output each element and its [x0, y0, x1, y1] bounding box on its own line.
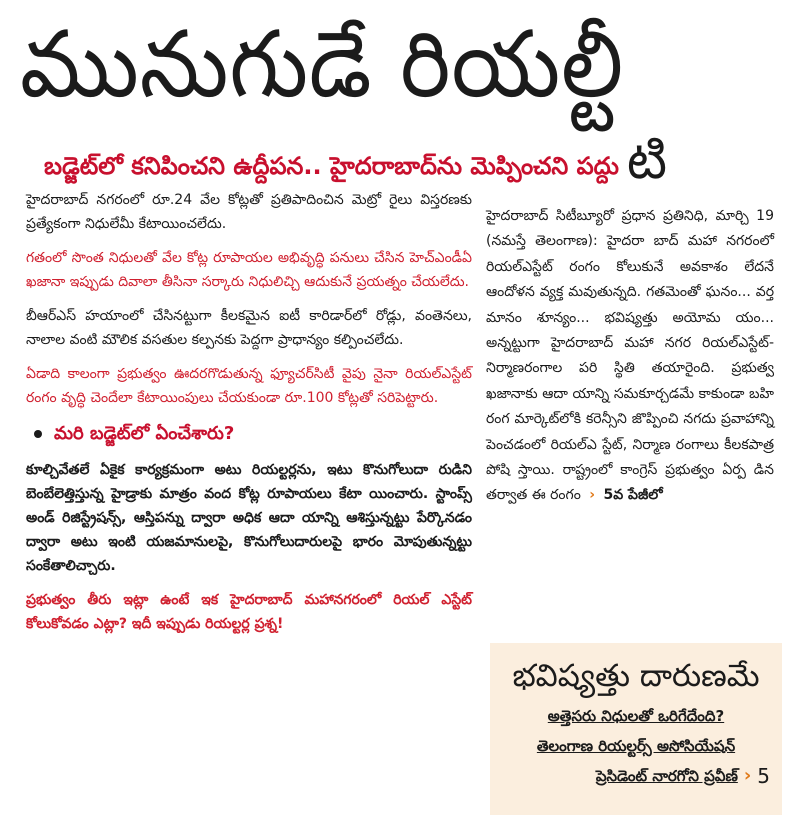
article-lead-text: హైదరాబాద్ సిటీబ్యూరో ప్రధాన ప్రతినిధి, మార్చి 19 (నమస్తే తెలంగాణ): హైదరా బాద్ మహా నగరంలో రియల్ఎస్టేట్ రంగం కోలుకునే అవకాశం లేదనే ఆందోళన వ్యక్త మవుతున్నది. గతమెంతో ఘనం... వర్త మానం శూన్యం... భవిష్యత్తు అయోమ యం... అన్నట్టుగా హైదరాబాద్ మహా నగర రియల్ఎస్టేట్- నిర్మాణరంగాల పరి స్థితి తయారైంది. ప్రభుత్వ ఖజానాకు ఆదా యాన్ని సమకూర్చడమే కాకుండా బహి రంగ మార్కెట్‌లోకి కరెన్సీని జొప్పించి నగదు ప్రవాహాన్ని పెంచడంలో రియల్ఎ స్టేట్, నిర్మాణ రంగాలు కీలకపాత్ర పోషి స్తాయి. రాష్ట్రంలో కాంగ్రెస్ ప్రభుత్వం ఏర్ప డిన తర్వాత ఈ రంగం — [486, 208, 774, 504]
sidebar-box-title: భవిష్యత్తు దారుణమే — [512, 658, 760, 694]
article-paragraph-highlight: గతంలో సొంత నిధులతో వేల కోట్ల రూపాయల అభివృద్ధి పనులు చేసిన హెచ్ఎండీఏ ఖజానా ఇప్పుడు దివాలా తీసినా సర్కారు నిధులిచ్చి ఆదుకునే ప్రయత్నం చేయలేదు. — [26, 250, 472, 290]
sidebar-box-organization: తెలంగాణ రియల్టర్స్ అసోసియేషన్ — [536, 737, 736, 755]
section-heading-text: మరి బడ్జెట్‌లో ఏంచేశారు? — [54, 423, 235, 444]
continued-page-label: 5వ పేజీలో — [603, 487, 663, 504]
bullet-icon — [34, 430, 42, 438]
article-paragraph: బీఆర్ఎస్ హయాంలో చేసినట్టుగా కీలకమైన ఐటీ కారిడార్‌లో రోడ్లు, వంతెనలు, నాలాల వంటి మౌలిక వసతుల కల్పనకు పెద్దగా ప్రాధాన్యం కల్పించలేదు. — [26, 308, 472, 348]
article-paragraph: హైదరాబాద్ నగరంలో రూ.24 వేల కోట్లతో ప్రతిపాదించిన మెట్రో రైలు విస్తరణకు ప్రత్యేకంగా నిధులేమీ కేటాయించలేదు. — [26, 192, 472, 232]
subheadline — [44, 131, 764, 191]
chevron-right-icon: › — [743, 765, 752, 786]
sidebar-box-subtitle: అత్తెసరు నిధులతో ఒరిగేదేంది? — [547, 707, 725, 725]
sidebar-box-attribution[interactable] — [502, 763, 770, 789]
headline: మునుగుడే రియల్టీ — [20, 11, 625, 118]
continued-reference[interactable] — [585, 487, 662, 503]
sidebar-box-person: ప్రెసిడెంట్ నారగోని ప్రవీణ్ — [595, 767, 738, 785]
article-paragraph-bold: కూల్చివేతలే ఏకైక కార్యక్రమంగా అటు రియల్టర్లను, ఇటు కొనుగోలుదా రుడిని బెంబేలెత్తిస్తున్న హైడ్రాకు మాత్రం వంద కోట్ల రూపాయలు కేటా యించారు. స్టాంప్స్ అండ్ రిజిస్ట్రేషన్స్, ఆస్తిపన్ను ద్వారా అధిక ఆదా యాన్ని ఆశిస్తున్నట్టు పేర్కొనడం ద్వారా అటు ఇంటి యజమానులపై, కొనుగోలుదారులపై భారం మోపుతున్నట్టు సంకేతాలిచ్చారు. — [26, 462, 472, 574]
article-paragraph-question: ప్రభుత్వం తీరు ఇట్లా ఉంటే ఇక హైదరాబాద్ మహానగరంలో రియల్ ఎస్టేట్ కోలుకోవడం ఎట్లా? ఇదీ ఇప్పుడు రియల్టర్ల ప్రశ్న! — [26, 592, 472, 632]
article-lead — [486, 204, 774, 509]
right-column — [486, 204, 774, 509]
sidebar-box — [490, 643, 782, 815]
subheadline-text: బడ్జెట్‌లో కనిపించని ఉద్దీపన.. హైదరాబాద్‌ను మెప్పించని పద్దు — [44, 152, 619, 180]
headline-tail-glyph: టి — [626, 131, 668, 191]
chevron-right-icon: › — [589, 487, 596, 504]
sidebar-box-page-number: 5 — [757, 764, 770, 788]
article-paragraph-highlight: ఏడాది కాలంగా ప్రభుత్వం ఊదరగొడుతున్న ఫ్యూచర్‌సిటీ వైపు నైనా రియల్ఎస్టేట్ రంగం వృద్ధి చెందేలా కేటాయింపులు చేయకుండా రూ.100 కోట్లతో సరిపెట్టారు. — [26, 366, 472, 406]
section-heading — [34, 420, 472, 448]
left-column — [26, 188, 472, 646]
